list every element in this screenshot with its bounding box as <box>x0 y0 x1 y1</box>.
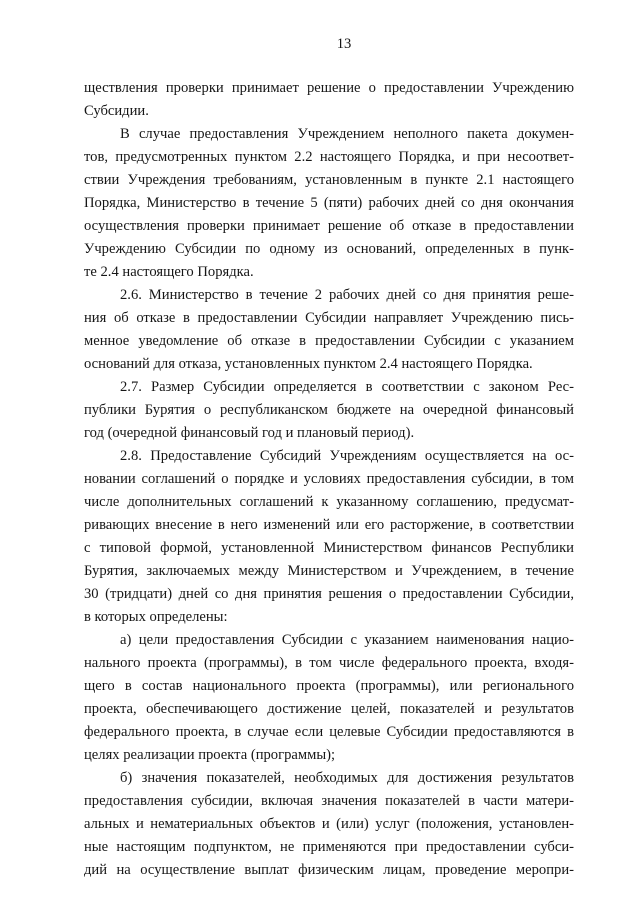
text-line: щего в состав национального проекта (программы), или регионального <box>84 678 574 694</box>
paragraph <box>84 445 574 629</box>
text-line: ния об отказе в предоставлении Субсидии направляет Учреждению пись- <box>84 310 574 326</box>
paragraph <box>84 284 574 376</box>
text-line: те 2.4 настоящего Порядка. <box>84 264 254 280</box>
text-line: Субсидии. <box>84 103 149 119</box>
text-line: ществления проверки принимает решение о предоставлении Учреждению <box>84 80 574 96</box>
text-line: 30 (тридцати) дней со дня принятия решения о предоставлении Субсидии, <box>84 586 574 602</box>
text-line: тов, предусмотренных пунктом 2.2 настоящего Порядка, и при несоответ- <box>84 149 574 165</box>
paragraph <box>84 123 574 284</box>
text-line: год (очередной финансовый год и плановый период). <box>84 425 415 441</box>
text-line: В случае предоставления Учреждением неполного пакета докумен- <box>120 126 574 142</box>
text-line: б) значения показателей, необходимых для достижения результатов <box>120 770 574 786</box>
page-number: 13 <box>336 36 352 52</box>
text-line: нального проекта (программы), в том числе федерального проекта, входя- <box>84 655 574 671</box>
text-line: предоставления субсидии, включая значения показателей в части матери- <box>84 793 574 809</box>
paragraph <box>84 629 574 767</box>
text-line: в которых определены: <box>84 609 228 625</box>
paragraph <box>84 77 574 123</box>
text-line: дий на осуществление выплат физическим лицам, проведение меропри- <box>84 862 574 878</box>
text-line: осуществления проверки принимает решение об отказе в предоставлении <box>84 218 574 234</box>
text-line: с типовой формой, установленной Министерством финансов Республики <box>84 540 574 556</box>
paragraph <box>84 376 574 445</box>
text-line: публики Бурятия о республиканском бюджете на очередной финансовый <box>84 402 574 418</box>
text-line: альных и нематериальных объектов и (или) услуг (положения, установлен- <box>84 816 574 832</box>
text-line: новании соглашений о порядке и условиях предоставления субсидии, в том <box>84 471 574 487</box>
text-line: Порядка, Министерство в течение 5 (пяти) рабочих дней со дня окончания <box>84 195 574 211</box>
text-line: оснований для отказа, установленных пунктом 2.4 настоящего Порядка. <box>84 356 533 372</box>
text-line: 2.8. Предоставление Субсидий Учреждениям осуществляется на ос- <box>120 448 574 464</box>
text-line: числе дополнительных соглашений к указанному соглашению, предусмат- <box>84 494 574 510</box>
text-line: а) цели предоставления Субсидии с указанием наименования нацио- <box>120 632 574 648</box>
text-line: 2.6. Министерство в течение 2 рабочих дней со дня принятия реше- <box>120 287 574 303</box>
text-line: федерального проекта, в случае если целевые Субсидии предоставляются в <box>84 724 574 740</box>
text-line: ривающих внесение в него изменений или его расторжение, в соответствии <box>84 517 574 533</box>
text-line: проекта, обеспечивающего достижение целей, показателей и результатов <box>84 701 574 717</box>
paragraph <box>84 767 574 882</box>
text-line: 2.7. Размер Субсидии определяется в соответствии с законом Рес- <box>120 379 574 395</box>
text-line: Учреждению Субсидии по одному из оснований, определенных в пунк- <box>84 241 574 257</box>
text-line: ствии Учреждения требованиям, установленным в пункте 2.1 настоящего <box>84 172 574 188</box>
text-line: ные настоящим подпунктом, не применяются при предоставлении субси- <box>84 839 574 855</box>
text-line: целях реализации проекта (программы); <box>84 747 336 763</box>
text-line: Бурятия, заключаемых между Министерством и Учреждением, в течение <box>84 563 574 579</box>
text-line: менное уведомление об отказе в предоставлении Субсидии с указанием <box>84 333 574 349</box>
document-body <box>84 77 574 882</box>
